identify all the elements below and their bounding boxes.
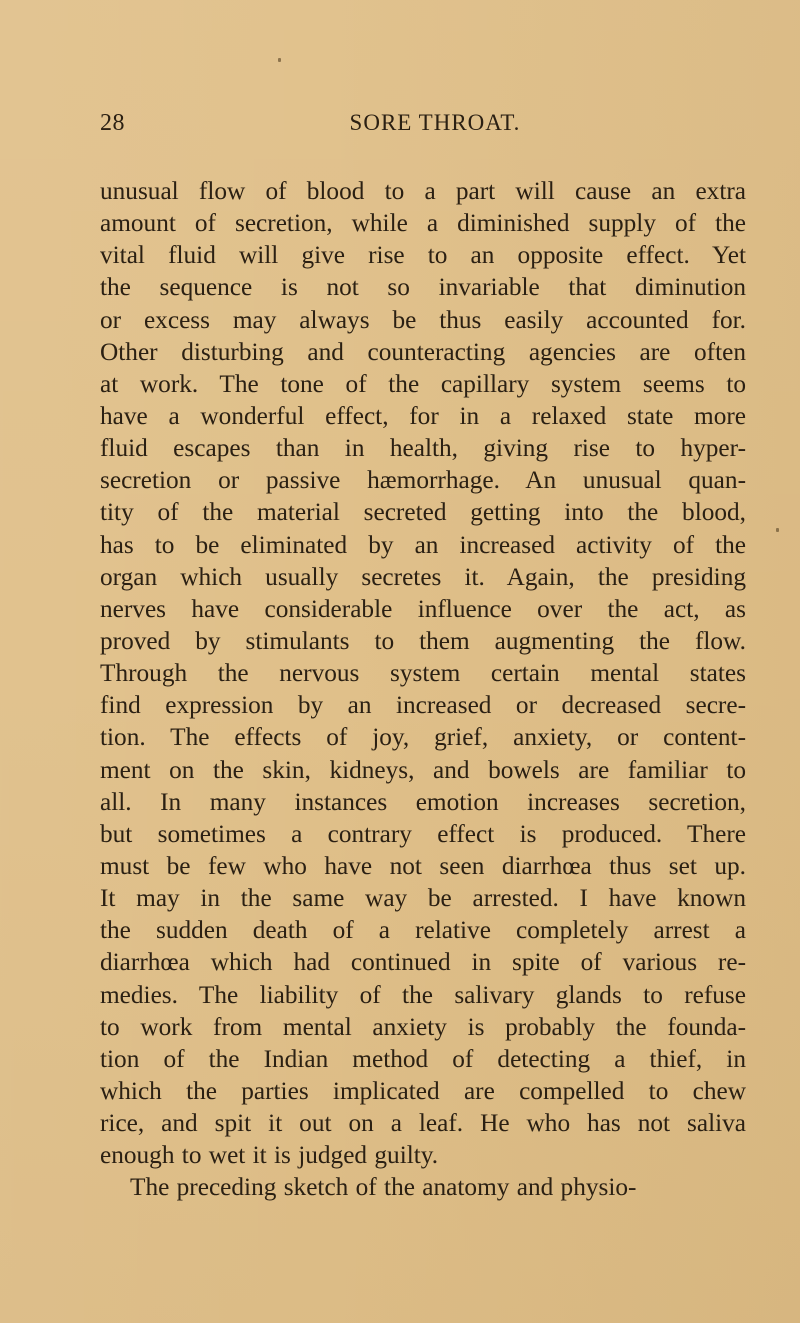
text-line: at work. The tone of the capillary system seems to (100, 369, 746, 398)
text-line: It may in the same way be arrested. I have known (100, 884, 746, 913)
text-line: the sudden death of a relative completely arrest a (100, 916, 746, 945)
text-line: to work from mental anxiety is probably the founda- (100, 1012, 746, 1041)
text-line: the sequence is not so invariable that diminution (100, 273, 746, 302)
text-line: secretion or passive hæmorrhage. An unusual quan- (100, 466, 746, 495)
body-text (100, 175, 746, 1204)
text-line: organ which usually secretes it. Again, the presiding (100, 562, 746, 591)
text-line: Through the nervous system certain mental states (100, 659, 746, 688)
text-line: tion. The effects of joy, grief, anxiety, or content- (100, 723, 746, 752)
text-line: Other disturbing and counteracting agencies are often (100, 337, 746, 366)
paragraph-start-line: The preceding sketch of the anatomy and physio- (130, 1173, 637, 1202)
text-line: proved by stimulants to them augmenting the flow. (100, 626, 746, 655)
text-line: tion of the Indian method of detecting a thief, in (100, 1044, 746, 1073)
paper-speck (776, 528, 779, 532)
text-line: vital fluid will give rise to an opposite effect. Yet (100, 241, 746, 270)
text-line: nerves have considerable influence over the act, as (100, 594, 746, 623)
paper-speck (278, 58, 281, 62)
text-line: has to be eliminated by an increased activity of the (100, 530, 746, 559)
text-line: medies. The liability of the salivary glands to refuse (100, 980, 746, 1009)
running-head (100, 110, 740, 146)
text-line: rice, and spit it out on a leaf. He who has not saliva (100, 1109, 746, 1138)
text-line: must be few who have not seen diarrhœa thus set up. (100, 851, 746, 880)
text-line: unusual flow of blood to a part will cause an extra (100, 177, 746, 205)
text-line: all. In many instances emotion increases secretion, (100, 787, 746, 816)
text-line: amount of secretion, while a diminished supply of the (100, 209, 746, 238)
text-line: diarrhœa which had continued in spite of various re- (100, 948, 746, 977)
text-line: but sometimes a contrary effect is produced. There (100, 819, 746, 848)
running-title: SORE THROAT. (349, 110, 521, 135)
text-line: ment on the skin, kidneys, and bowels are familiar to (100, 755, 746, 784)
text-line: or excess may always be thus easily accounted for. (100, 305, 746, 334)
text-line: have a wonderful effect, for in a relaxed state more (100, 401, 746, 430)
paragraph-end-line: enough to wet it is judged guilty. (100, 1141, 439, 1170)
text-line: which the parties implicated are compelled to chew (100, 1076, 746, 1105)
page-number: 28 (100, 110, 125, 136)
text-line: tity of the material secreted getting into the blood, (100, 498, 746, 527)
text-line: find expression by an increased or decreased secre- (100, 691, 746, 720)
text-line: fluid escapes than in health, giving rise to hyper- (100, 434, 746, 463)
